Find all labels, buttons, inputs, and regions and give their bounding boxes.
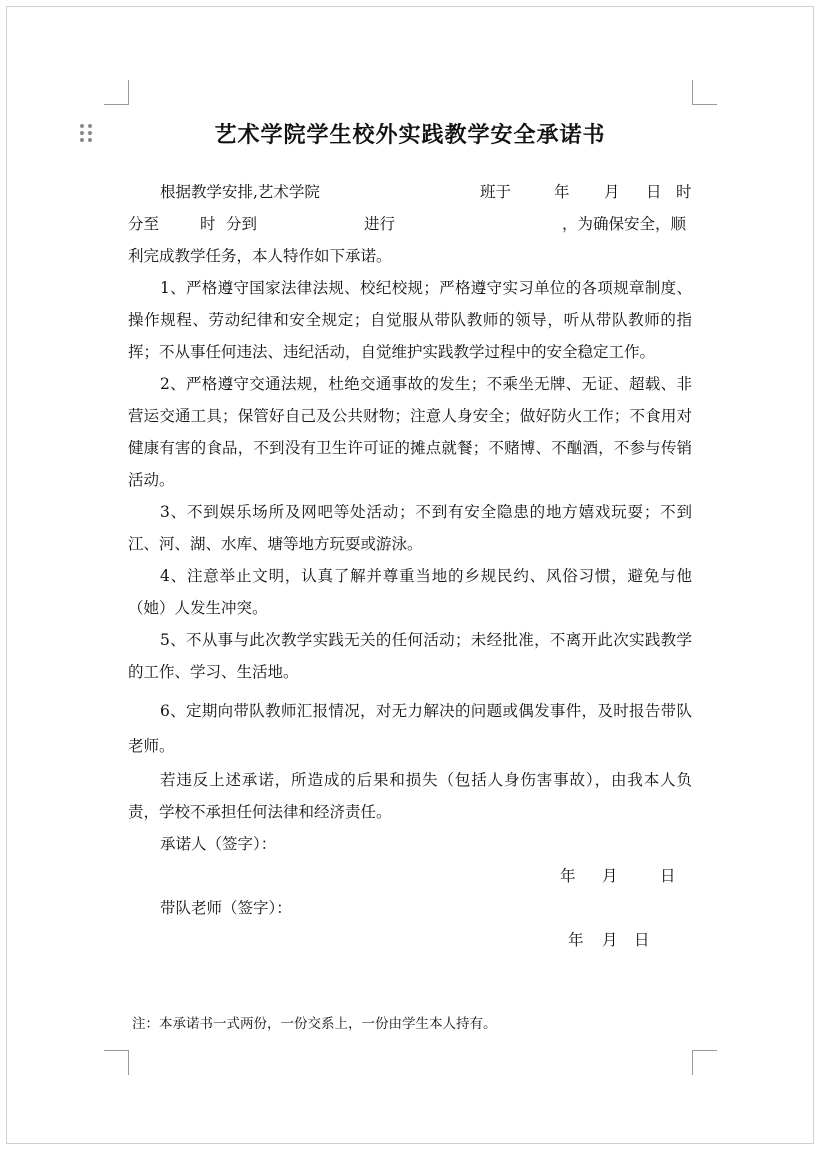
sig-year-2: 年 [568,931,584,949]
margin-corner-bottom-right [692,1050,717,1075]
margin-corner-top-right [692,80,717,105]
item-3: 3、不到娱乐场所及网吧等处活动；不到有安全隐患的地方嬉戏玩耍；不到江、河、湖、水库、塘等地方玩耍或游泳。 [128,503,692,553]
intro-text: 根据教学安排,艺术学院 [160,183,320,201]
margin-corner-bottom-left [104,1050,129,1075]
footnote: 注：本承诺书一式两份，一份交系上，一份由学生本人持有。 [132,1016,497,1032]
sig-month-1: 月 [602,867,618,885]
margin-corner-top-left [104,80,129,105]
ensure-text: ，为确保安全，顺 [562,215,687,233]
year-label: 年 [554,183,570,201]
item-2: 2、严格遵守交通法规，杜绝交通事故的发生；不乘坐无牌、无证、超载、非营运交通工具；保管好自己及公共财物；注意人身安全；做好防火工作；不食用对健康有害的食品，不到没有卫生许可证的摊点就餐；不赌博、不酗酒，不参与传销活动。 [128,375,692,489]
liability-statement: 若违反上述承诺，所造成的后果和损失（包括人身伤害事故），由我本人负责，学校不承担任何法律和经济责任。 [128,771,692,821]
intro-line-1 [128,176,692,208]
proceed-label: 进行 [364,215,396,233]
item-6: 6、定期向带队教师汇报情况，对无力解决的问题或偶发事件，及时报告带队老师。 [128,702,692,755]
class-label: 班于 [480,183,512,201]
minute-to-label: 分至 [128,215,160,233]
day-label: 日 [646,183,662,201]
minute-label: 分到 [226,215,258,233]
document-title: 艺术学院学生校外实践教学安全承诺书 [214,123,606,148]
item-5: 5、不从事与此次教学实践无关的任何活动；未经批准，不离开此次实践教学的工作、学习、生活地。 [128,631,692,681]
sig-month-2: 月 [602,931,618,949]
item-4: 4、注意举止文明，认真了解并尊重当地的乡规民约、风俗习惯，避免与他（她）人发生冲突。 [128,567,692,617]
promiser-date [128,860,692,892]
document-body [128,176,692,956]
intro-line-2 [128,208,692,240]
hour-label-2: 时 [200,215,216,233]
item-1: 1、严格遵守国家法律法规、校纪校规；严格遵守实习单位的各项规章制度、操作规程、劳动纪律和安全规定；自觉服从带队教师的领导，听从带队教师的指挥；不从事任何违法、违纪活动，自觉维护实践教学过程中的安全稳定工作。 [128,279,692,361]
teacher-signature-label: 带队老师（签字）： [160,899,292,917]
month-label: 月 [604,183,620,201]
drag-handle-icon[interactable] [79,123,93,143]
sig-day-1: 日 [660,867,676,885]
sig-year-1: 年 [560,867,576,885]
hour-label: 时 [676,183,692,201]
teacher-date [128,924,692,956]
promiser-signature-label: 承诺人（签字）： [160,835,277,853]
intro-line-3: 利完成教学任务，本人特作如下承诺。 [128,247,392,265]
sig-day-2: 日 [634,931,650,949]
